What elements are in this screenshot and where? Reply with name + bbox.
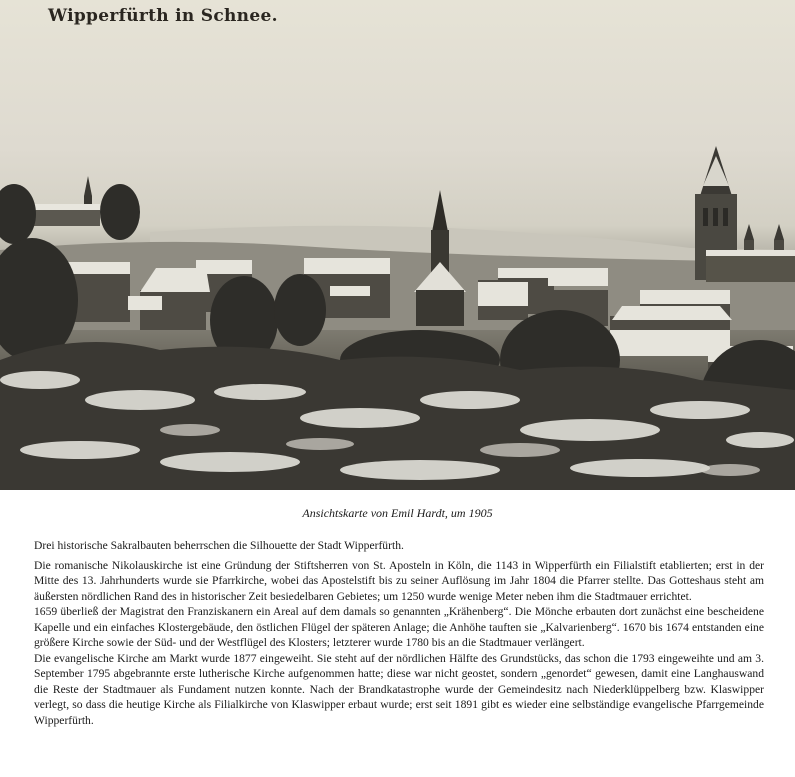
photo-caption: Ansichtskarte von Emil Hardt, um 1905 bbox=[302, 506, 493, 520]
paragraph-evangelische-kirche: Die evangelische Kirche am Markt wurde 1877 eingeweiht. Sie steht auf der nördlichen Hälfte des Grundstücks, das schon die 1793 eingeweihte und am 3. September 1795 abgebrannte erste lutherische Kirche aufgenommen hatte; diese war nicht geostet, sondern „genordet“ gewesen, damit eine Langhauswand die Reste der Stadtmauer als Fundament nutzen konnte. Nach der Brandkatastrophe wurde der Gemeindesitz nach Niederklüppelberg bzw. Klaswipper verlegt, so dass die heutige Kirche als Filialkirche von Klaswipper erbaut wurde; erst seit 1891 gibt es wieder eine selbständige evangelische Pfarrgemeinde Wipperfürth. bbox=[34, 651, 764, 727]
article-text bbox=[34, 538, 764, 728]
photo-title: Wipperfürth in Schnee. bbox=[48, 6, 278, 26]
paragraph-franziskaner: 1659 überließ der Magistrat den Franziskanern ein Areal auf dem damals so genannten „Krähenberg“. Die Mönche erbauten dort zunächst eine bescheidene Kapelle und ein einfaches Klostergebäude, den östlichen Flügel der späteren Anlage; die Anhöhe tauften sie „Kalvarienberg“. 1670 bis 1674 entstanden eine größere Kirche sowie der Süd- und der Westflügel des Klosters; letzterer wurde 1780 bis an die Stadtmauer verlängert. bbox=[34, 605, 764, 649]
paragraph-intro: Drei historische Sakralbauten beherrschen die Silhouette der Stadt Wipperfürth. bbox=[34, 539, 404, 552]
paragraph-nikolauskirche: Die romanische Nikolauskirche ist eine Gründung der Stiftsherren von St. Aposteln in Köln, die 1143 in Wipperfürth ein Filialstift etablierten; erst in der Mitte des 13. Jahrhunderts wurde sie Pfarrkirche, wobei das Apostelstift bis zu seiner Auflösung im Jahr 1804 die Pfarrer stellte. Das Gotteshaus steht am äußersten nördlichen Rand des in historischer Zeit besiedelbaren Gebietes; um 1250 wurde wenige Meter neben ihm die Stadtmauer errichtet. bbox=[34, 558, 764, 603]
